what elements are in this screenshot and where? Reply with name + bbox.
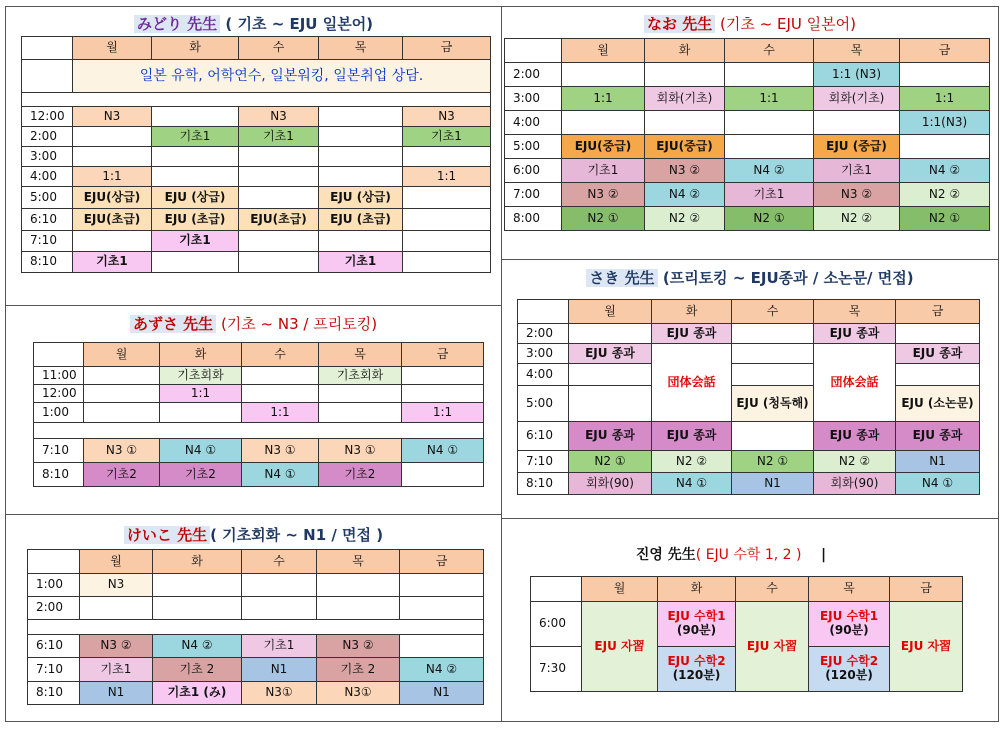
day-header: 화	[160, 343, 242, 367]
class-cell: N3①	[317, 682, 400, 705]
day-header: 화	[658, 577, 736, 602]
time-label: 2:00	[505, 63, 562, 87]
class-cell: 기초2	[84, 463, 160, 487]
midori-notice: 일본 유학, 어학연수, 일본워킹, 일본취업 상담.	[73, 60, 491, 93]
class-cell: 기초1	[152, 231, 239, 252]
saki-schedule-table	[517, 299, 980, 495]
class-cell: EJU (상급)	[152, 187, 239, 209]
class-cell: EJU 종과	[652, 422, 732, 451]
keiko-name: けいこ 先生	[124, 526, 210, 544]
class-cell: EJU(초급)	[239, 209, 319, 231]
time-label: 2:00	[28, 597, 80, 620]
class-cell: 1:1	[73, 167, 152, 187]
class-cell: N3 ①	[319, 439, 402, 463]
class-cell: N4 ①	[402, 439, 484, 463]
class-cell: N2 ①	[569, 451, 652, 473]
class-cell: N1	[400, 682, 484, 705]
class-cell: EJU 종과	[896, 344, 980, 364]
day-header: 수	[736, 577, 809, 602]
class-cell: EJU 종과	[569, 344, 652, 364]
class-cell: 기초2	[319, 463, 402, 487]
jinyoung-name: 진영 先生	[635, 547, 696, 563]
class-cell: 기초1	[725, 183, 814, 207]
class-cell: 기초1	[73, 252, 152, 273]
time-label: 3:00	[518, 344, 569, 364]
day-header: 월	[80, 550, 153, 574]
class-cell: N4 ②	[153, 635, 242, 658]
day-header: 금	[402, 343, 484, 367]
day-header: 금	[890, 577, 963, 602]
midori-name: みどり 先生	[134, 15, 220, 33]
class-cell: N4 ②	[645, 183, 725, 207]
class-cell: 회화(기초)	[814, 87, 900, 111]
class-cell: 기초 2	[153, 658, 242, 682]
class-cell: N3	[239, 107, 319, 127]
time-label: 8:10	[34, 463, 84, 487]
class-cell: N1	[896, 451, 980, 473]
day-header: 월	[582, 577, 658, 602]
class-cell: 기초2	[160, 463, 242, 487]
time-label: 7:30	[531, 647, 582, 692]
day-header: 화	[152, 37, 239, 60]
class-cell: 1:1	[402, 403, 484, 423]
saki-name: さき 先生	[586, 269, 657, 287]
class-cell: N1	[242, 658, 317, 682]
time-label: 8:10	[22, 252, 73, 273]
class-cell: 1:1(N3)	[900, 111, 990, 135]
time-label: 4:00	[518, 364, 569, 386]
class-cell: 1:1	[725, 87, 814, 111]
class-cell: EJU(중급)	[562, 135, 645, 159]
class-cell: N2 ②	[652, 451, 732, 473]
class-cell: EJU (상급)	[319, 187, 403, 209]
class-cell: 기초1	[562, 159, 645, 183]
class-cell: N3 ②	[814, 183, 900, 207]
class-cell: N4 ①	[652, 473, 732, 495]
midori-schedule-table	[21, 36, 491, 273]
time-label: 6:00	[531, 602, 582, 647]
day-header: 목	[814, 39, 900, 63]
day-header: 목	[319, 37, 403, 60]
class-cell: N3 ②	[645, 159, 725, 183]
day-header: 수	[725, 39, 814, 63]
class-cell: 1:1	[160, 385, 242, 403]
class-cell: N2 ①	[725, 207, 814, 231]
class-cell: N4 ①	[242, 463, 319, 487]
day-header: 수	[242, 343, 319, 367]
time-label: 5:00	[505, 135, 562, 159]
day-header: 수	[242, 550, 317, 574]
class-cell: 기초 2	[317, 658, 400, 682]
class-cell: 기초1	[239, 127, 319, 147]
class-cell: EJU (초급)	[152, 209, 239, 231]
keiko-title: けいこ 先生 ( 기초회화 ~ N1 / 면접 )	[5, 524, 502, 545]
day-header: 월	[73, 37, 152, 60]
class-cell: EJU 종과	[814, 422, 896, 451]
group-conversation-cell: 団体会話	[652, 344, 732, 422]
class-cell: N1	[732, 473, 814, 495]
class-cell: 회화(기초)	[645, 87, 725, 111]
class-cell: N4 ②	[900, 159, 990, 183]
time-label: 3:00	[505, 87, 562, 111]
time-label: 8:10	[518, 473, 569, 495]
time-label: 7:00	[505, 183, 562, 207]
day-header: 목	[317, 550, 400, 574]
class-cell: N1	[80, 682, 153, 705]
class-cell: N3	[73, 107, 152, 127]
class-cell: 회화(90)	[814, 473, 896, 495]
class-cell: 1:1	[562, 87, 645, 111]
class-cell: N2 ①	[900, 207, 990, 231]
time-label: 1:00	[28, 574, 80, 597]
class-cell: N3 ①	[84, 439, 160, 463]
class-cell: 1:1	[900, 87, 990, 111]
time-label: 3:00	[22, 147, 73, 167]
day-header: 금	[400, 550, 484, 574]
time-label: 8:10	[28, 682, 80, 705]
class-cell: 기초회화	[160, 367, 242, 385]
self-study-cell: EJU 자習	[582, 602, 658, 692]
math1-cell: EJU 수학1 (90분)	[809, 602, 890, 647]
day-header: 월	[562, 39, 645, 63]
class-cell: EJU (소논문)	[896, 386, 980, 422]
time-label: 5:00	[518, 386, 569, 422]
class-cell: 기초1	[80, 658, 153, 682]
class-cell: N4 ①	[160, 439, 242, 463]
day-header: 목	[809, 577, 890, 602]
time-label: 7:10	[518, 451, 569, 473]
class-cell: 1:1	[242, 403, 319, 423]
day-header: 금	[900, 39, 990, 63]
class-cell: N3 ①	[242, 439, 319, 463]
self-study-cell: EJU 자習	[890, 602, 963, 692]
class-cell: EJU(상급)	[73, 187, 152, 209]
day-header: 수	[239, 37, 319, 60]
class-cell: EJU 종과	[896, 422, 980, 451]
time-label: 2:00	[518, 324, 569, 344]
day-header: 수	[732, 300, 814, 324]
nao-schedule-table	[504, 38, 990, 231]
jinyoung-title: 진영 先生( EJU 수학 1, 2 ) |	[635, 547, 827, 563]
class-cell: 기초1	[403, 127, 491, 147]
class-cell: N3	[403, 107, 491, 127]
day-header: 목	[319, 343, 402, 367]
saki-title: さき 先生 (프리토킹 ~ EJU종과 / 소논문/ 면접)	[501, 267, 999, 288]
azusa-name: あずさ 先生	[130, 315, 216, 333]
class-cell: EJU(초급)	[73, 209, 152, 231]
midori-title: みどり 先生 ( 기초 ~ EJU 일본어)	[5, 13, 502, 34]
group-conversation-cell: 団体会話	[814, 344, 896, 422]
class-cell: 회화(90)	[569, 473, 652, 495]
class-cell: N3	[80, 574, 153, 597]
class-cell: N3 ②	[562, 183, 645, 207]
class-cell: 기초회화	[319, 367, 402, 385]
class-cell: N2 ②	[814, 451, 896, 473]
day-header: 금	[896, 300, 980, 324]
class-cell: 1:1	[403, 167, 491, 187]
keiko-schedule-table	[27, 549, 484, 705]
day-header: 화	[153, 550, 242, 574]
class-cell: 기초1	[319, 252, 403, 273]
nao-title: なお 先生 (기초 ~ EJU 일본어)	[501, 13, 999, 34]
class-cell: N2 ①	[732, 451, 814, 473]
time-label: 6:10	[518, 422, 569, 451]
class-cell: 기초1 (み)	[153, 682, 242, 705]
day-header: 화	[652, 300, 732, 324]
time-label: 6:00	[505, 159, 562, 183]
math2-cell: EJU 수학2 (120분)	[809, 647, 890, 692]
time-label: 4:00	[505, 111, 562, 135]
time-label: 1:00	[34, 403, 84, 423]
class-cell: 기초1	[242, 635, 317, 658]
class-cell: N4 ②	[725, 159, 814, 183]
class-cell: EJU 종과	[652, 324, 732, 344]
azusa-title: あずさ 先生 (기초 ~ N3 / 프리토킹)	[5, 313, 502, 334]
class-cell: EJU 종과	[814, 324, 896, 344]
time-label: 7:10	[28, 658, 80, 682]
azusa-schedule-table	[33, 342, 484, 487]
class-cell: N3 ②	[317, 635, 400, 658]
day-header: 금	[403, 37, 491, 60]
self-study-cell: EJU 자習	[736, 602, 809, 692]
class-cell: N4 ②	[400, 658, 484, 682]
class-cell: N3①	[242, 682, 317, 705]
time-label: 7:10	[22, 231, 73, 252]
time-label: 5:00	[22, 187, 73, 209]
day-header: 월	[84, 343, 160, 367]
day-header: 월	[569, 300, 652, 324]
time-label: 6:10	[28, 635, 80, 658]
class-cell: EJU (중급)	[814, 135, 900, 159]
class-cell: EJU (초급)	[319, 209, 403, 231]
math2-cell: EJU 수학2 (120분)	[658, 647, 736, 692]
time-label: 6:10	[22, 209, 73, 231]
class-cell: EJU 종과	[569, 422, 652, 451]
time-label: 2:00	[22, 127, 73, 147]
class-cell: EJU(중급)	[645, 135, 725, 159]
class-cell: EJU (청독해)	[732, 386, 814, 422]
jinyoung-schedule-table	[530, 576, 963, 692]
day-header: 목	[814, 300, 896, 324]
time-label: 8:00	[505, 207, 562, 231]
class-cell: N2 ②	[814, 207, 900, 231]
class-cell: N2 ②	[645, 207, 725, 231]
class-cell: N3 ②	[80, 635, 153, 658]
time-label: 4:00	[22, 167, 73, 187]
class-cell: N2 ①	[562, 207, 645, 231]
day-header: 화	[645, 39, 725, 63]
time-label: 12:00	[22, 107, 73, 127]
class-cell: 기초1	[152, 127, 239, 147]
time-label: 12:00	[34, 385, 84, 403]
nao-name: なお 先生	[644, 15, 715, 33]
math1-cell: EJU 수학1 (90분)	[658, 602, 736, 647]
time-label: 7:10	[34, 439, 84, 463]
class-cell: 기초1	[814, 159, 900, 183]
class-cell: N2 ②	[900, 183, 990, 207]
class-cell: N4 ①	[896, 473, 980, 495]
class-cell: 1:1 (N3)	[814, 63, 900, 87]
time-label: 11:00	[34, 367, 84, 385]
